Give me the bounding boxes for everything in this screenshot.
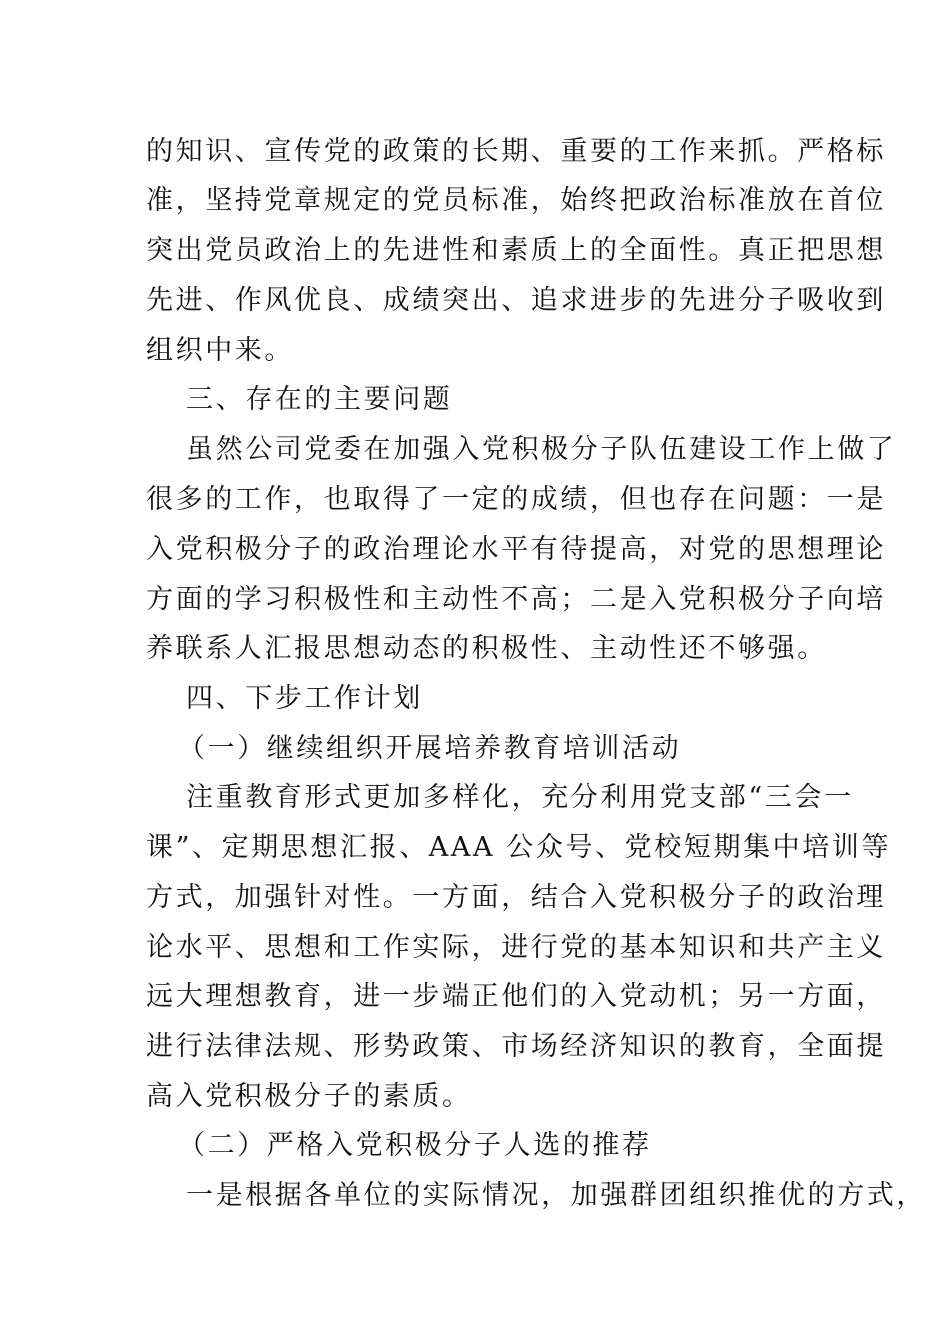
body-text-line: 高入党积极分子的素质。 [146,1081,472,1112]
body-text-line: 先进、作风优良、成绩突出、追求进步的先进分子吸收到 [146,285,886,316]
subsection-heading: （一）继续组织开展培养教育培训活动 [178,733,682,764]
body-text-line: 论水平、思想和工作实际，进行党的基本知识和共产主义 [146,932,886,963]
body-text-line: 很多的工作，也取得了一定的成绩，但也存在问题：一是 [146,484,886,515]
body-text-line: 注重教育形式更加多样化，充分利用党支部“三会一 [186,782,854,813]
section-heading: 三、存在的主要问题 [186,384,453,415]
body-text-line: 入党积极分子的政治理论水平有待提高，对党的思想理论 [146,534,886,565]
body-text-line: 养联系人汇报思想动态的积极性、主动性还不够强。 [146,633,827,664]
body-text-line: 一是根据各单位的实际情况，加强群团组织推优的方式， [186,1180,926,1211]
body-text-line: 进行法律法规、形势政策、市场经济知识的教育，全面提 [146,1031,886,1062]
body-text-line: 虽然公司党委在加强入党积极分子队伍建设工作上做了 [186,434,897,465]
body-text-line: 准，坚持党章规定的党员标准，始终把政治标准放在首位 [146,185,886,216]
body-text-line: 的知识、宣传党的政策的长期、重要的工作来抓。严格标 [146,136,886,167]
subsection-heading: （二）严格入党积极分子人选的推荐 [178,1130,652,1161]
body-text-line: 组织中来。 [146,335,294,366]
body-text-line: 课”、定期思想汇报、AAA 公众号、党校短期集中培训等 [146,832,892,863]
body-text-line: 方面的学习积极性和主动性不高；二是入党积极分子向培 [146,584,886,615]
body-text-line: 突出党员政治上的先进性和素质上的全面性。真正把思想 [146,235,886,266]
body-text-line: 方式，加强针对性。一方面，结合入党积极分子的政治理 [146,882,886,913]
section-heading: 四、下步工作计划 [186,683,423,714]
body-text-line: 远大理想教育，进一步端正他们的入党动机；另一方面， [146,981,886,1012]
